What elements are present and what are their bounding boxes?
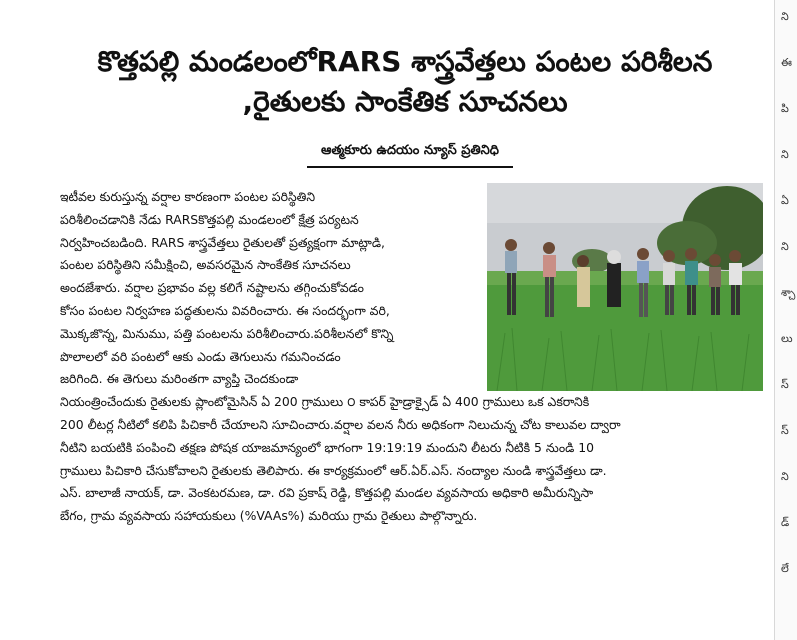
article-line: ఇటీవల కురుస్తున్న వర్షాల కారణంగా పంటల పరిస్థితిని bbox=[60, 189, 316, 204]
byline-underline bbox=[307, 166, 513, 168]
side-strip-glyph: ని bbox=[781, 148, 789, 161]
article-line: నియంత్రించేందుకు రైతులకు ప్లాంటోమైసిన్ ఏ 200 గ్రాములు ౦ కాపర్ హైడ్రాక్సైడ్ ఏ 400 గ్రాములు ఒక ఎకరానికి bbox=[60, 394, 590, 410]
article-line: నిర్వహించబడింది. RARS శాస్త్రవేత్తలు రైతులతో ప్రత్యక్షంగా మాట్లాడి, bbox=[60, 234, 385, 250]
article-line: 200 లీటర్ల నీటిలో కలిపి పిచికారీ చేయాలని సూచించారు.వర్షాల వలన నీరు అధికంగా నిలుచున్న చోట కాలువల ద్వారా bbox=[60, 416, 621, 432]
article-line: పరిశీలించడానికి నేడు RARSకొత్తపల్లి మండలంలో క్షేత్ర పర్యటన bbox=[60, 211, 359, 227]
headline bbox=[40, 42, 770, 122]
headline-line-1: కొత్తపల్లి మండలంలోRARS శాస్త్రవేత్తలు పంటల పరిశీలన bbox=[97, 45, 713, 78]
side-strip-glyph: ఏ bbox=[781, 194, 789, 207]
article-line: ఎస్. బాలాజీ నాయక్, డా. వెంకటరమణ, డా. రవి ప్రకాష్ రెడ్డి, కొత్తపల్లి మండల వ్యవసాయ అధికారి అమీరున్నిసా bbox=[60, 485, 594, 501]
byline: ఆత్మకూరు ఉదయం న్యూస్ ప్రతినిధి bbox=[321, 143, 499, 158]
article-line: కోసం పంటల నిర్వహణ పద్ధతులను వివరించారు. ఈ సందర్భంగా వరి, bbox=[60, 302, 390, 318]
article-line: గ్రాములు పిచికారి చేసుకోవాలని రైతులకు తెలిపారు. ఈ కార్యక్రమంలో ఆర్.ఏర్.ఎస్. నంద్యాల నుండి శాస్త్రవేత్తలు డా. bbox=[60, 462, 607, 478]
side-strip-glyph: ఈ bbox=[781, 56, 792, 69]
side-strip-glyph: లు bbox=[781, 332, 793, 345]
article-line: పొలాలలో వరి పంటలో ఆకు ఎండు తెగులును గమనించడం bbox=[60, 348, 341, 364]
side-strip-glyph: స్ bbox=[781, 424, 789, 437]
article-line: జరిగింది. ఈ తెగులు మరింతగా వ్యాప్తి చెందకుండా bbox=[60, 371, 299, 387]
article-line: అందజేశారు. వర్షాల ప్రభావం వల్ల కలిగే నష్టాలను తగ్గించుకోవడం bbox=[60, 280, 364, 296]
side-strip-glyph: పి bbox=[781, 102, 789, 115]
article-line: పంటల పరిస్థితిని సమీక్షించి, అవసరమైన సాంకేతిక సూచనలు bbox=[60, 257, 351, 273]
side-strip-glyph: శ్చా bbox=[781, 286, 796, 299]
article-line: నీటిని బయటికి పంపించి తక్షణ పోషక యాజమాన్యంలో భాగంగా 19:19:19 మందుని లీటరు నీటికి 5 నుండి 10 bbox=[60, 439, 594, 455]
article-body bbox=[60, 186, 785, 528]
side-strip-glyph: ని bbox=[781, 240, 789, 253]
side-strip-glyph: ని bbox=[781, 470, 789, 483]
article-line: బేగం, గ్రామ వ్యవసాయ సహాయకులు (%VAAs%) మరియు గ్రామ రైతులు పాల్గొన్నారు. bbox=[60, 508, 478, 524]
side-strip-glyph: స్ bbox=[781, 378, 789, 391]
side-strip-glyph: ని bbox=[781, 10, 789, 23]
side-strip-glyph: డ్ bbox=[781, 516, 790, 529]
article-line: మొక్కజొన్న, మినుము, పత్తి పంటలను పరిశీలించారు.పరిశీలనలో కొన్ని bbox=[60, 325, 394, 341]
side-strip-glyph: లే bbox=[781, 562, 789, 575]
headline-line-2: ,రైతులకు సాంకేతిక సూచనలు bbox=[242, 85, 568, 118]
